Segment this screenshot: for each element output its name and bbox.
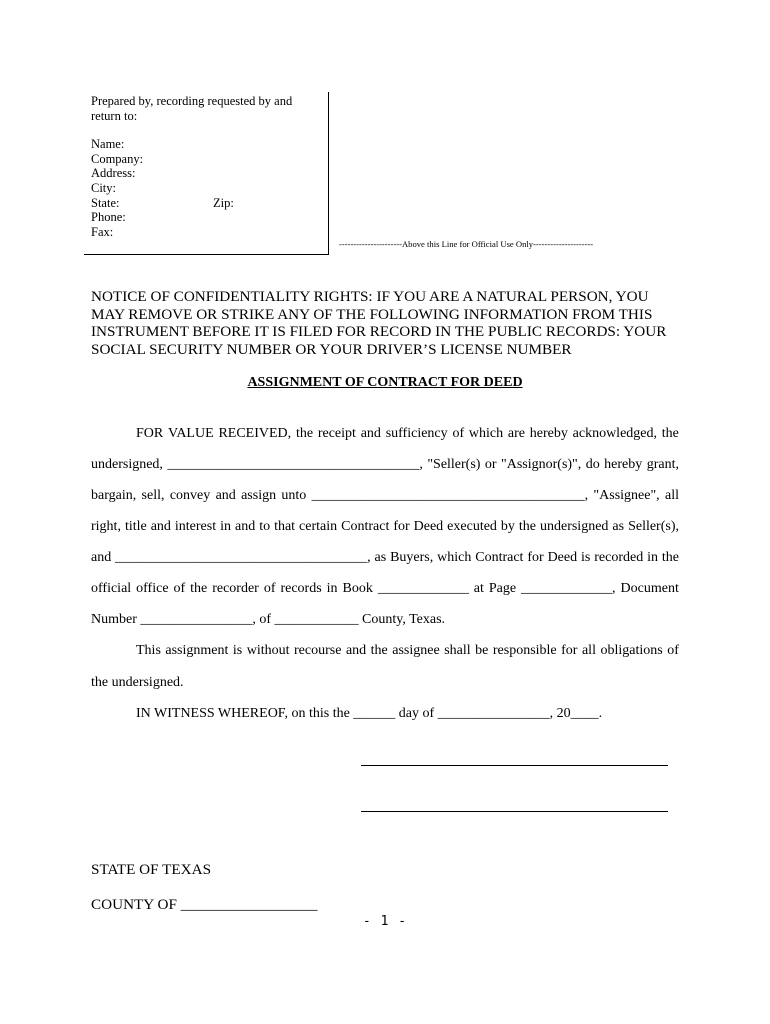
body-word: which xyxy=(437,550,472,565)
body-word: as xyxy=(374,550,387,565)
body-word: interest xyxy=(174,519,217,534)
body-word: by xyxy=(500,519,515,534)
body-word: in xyxy=(326,581,338,596)
body-word: of xyxy=(452,426,465,441)
body-word: that xyxy=(274,519,296,534)
body-word: convey xyxy=(169,488,211,503)
body-word: official xyxy=(91,581,132,596)
body-word: _____________, xyxy=(521,581,616,596)
body-word: receipt xyxy=(317,426,356,441)
body-word: office xyxy=(136,581,169,596)
body-word: shall xyxy=(444,643,471,658)
body-word: or xyxy=(484,457,497,472)
body-word: of xyxy=(263,581,276,596)
page-number: - 1 - xyxy=(362,914,408,929)
body-word: ____________________________________, xyxy=(167,457,423,472)
body-word: Buyers, xyxy=(390,550,434,565)
body-word: Seller(s), xyxy=(628,519,679,534)
signature-line-2[interactable] xyxy=(361,811,668,812)
body-word: hereby xyxy=(604,457,643,472)
body-word: Book xyxy=(342,581,373,596)
body-word: to xyxy=(259,519,271,534)
body-word: certain xyxy=(299,519,338,534)
body-word: for xyxy=(527,550,544,565)
body-word: "Assignor(s)", xyxy=(501,457,582,472)
body-word: acknowledged, xyxy=(572,426,657,441)
body-word: title xyxy=(124,519,147,534)
body-word: of xyxy=(667,643,679,658)
body-word: is xyxy=(232,643,243,658)
body-word: at xyxy=(473,581,484,596)
body-word: assignee xyxy=(392,643,440,658)
phone-label: Phone: xyxy=(91,210,126,225)
body-word: assign xyxy=(241,488,277,503)
body-word: and xyxy=(150,519,171,534)
body-word: Deed xyxy=(547,550,578,565)
body-word: undersigned, xyxy=(91,457,163,472)
body-word: for xyxy=(561,643,578,658)
body-word: sell, xyxy=(141,488,165,503)
body-word: all xyxy=(581,643,596,658)
body-word: be xyxy=(475,643,489,658)
prepared-by-line-1: Prepared by, recording requested by and xyxy=(91,94,293,108)
body-word: Contract xyxy=(341,519,390,534)
body-word: in xyxy=(220,519,231,534)
confidentiality-notice xyxy=(91,288,691,358)
body-word: assignment xyxy=(165,643,229,658)
body-line-3 xyxy=(91,488,679,504)
body-word: Deed xyxy=(413,519,444,534)
name-label: Name: xyxy=(91,137,125,152)
state-zip-line xyxy=(91,196,321,211)
body-word: and xyxy=(234,519,256,534)
body-word: "Seller(s) xyxy=(427,457,481,472)
body-word: Page xyxy=(488,581,517,596)
body-line-1 xyxy=(136,426,679,442)
body-word: the xyxy=(370,643,388,658)
body-word: and xyxy=(91,550,112,565)
body-word: RECEIVED, xyxy=(218,426,292,441)
zip-label: Zip: xyxy=(213,195,234,210)
body-word: executed xyxy=(447,519,497,534)
body-word: records xyxy=(280,581,322,596)
body-word: undersigned xyxy=(539,519,609,534)
body-word: the xyxy=(661,426,679,441)
notice-line: NOTICE OF CONFIDENTIALITY RIGHTS: IF YOU ARE A NATURAL PERSON, YOU xyxy=(91,288,649,305)
body-word: responsible xyxy=(492,643,557,658)
body-line-7: Number ________________, of ____________ County, Texas. xyxy=(91,612,446,627)
recording-info xyxy=(91,94,321,239)
body-word: of xyxy=(173,581,186,596)
body-word: for xyxy=(393,519,410,534)
address-label: Address: xyxy=(91,166,136,181)
fax-label: Fax: xyxy=(91,224,114,239)
body-line-8 xyxy=(136,643,679,659)
body-word: which xyxy=(468,426,504,441)
body-line-4 xyxy=(91,519,679,535)
body-word: and xyxy=(345,643,367,658)
body-word: VALUE xyxy=(168,426,214,441)
body-word: the xyxy=(518,519,536,534)
body-word: hereby xyxy=(529,426,568,441)
notice-line: INSTRUMENT BEFORE IT IS FILED FOR RECORD IN THE PUBLIC RECORDS: YOUR xyxy=(91,323,667,341)
company-label: Company: xyxy=(91,151,144,166)
body-word: This xyxy=(136,643,161,658)
signature-line-1[interactable] xyxy=(361,765,668,766)
body-line-5 xyxy=(91,550,679,566)
body-word: recourse xyxy=(294,643,342,658)
body-line-6 xyxy=(91,581,679,597)
body-word: _______________________________________, xyxy=(311,488,589,503)
body-line-9: the undersigned. xyxy=(91,675,184,690)
body-line-2 xyxy=(91,457,679,473)
body-word: in xyxy=(647,550,658,565)
body-word: do xyxy=(585,457,600,472)
official-use-line: ----------------------Above this Line for Official Use Only--------------------- xyxy=(339,239,594,249)
body-word: grant, xyxy=(646,457,679,472)
body-word: is xyxy=(581,550,591,565)
body-word: and xyxy=(360,426,381,441)
body-word: sufficiency xyxy=(385,426,448,441)
notice-line: MAY REMOVE OR STRIKE ANY OF THE FOLLOWING INFORMATION FROM THIS xyxy=(91,305,653,323)
body-word: the xyxy=(190,581,208,596)
body-word: bargain, xyxy=(91,488,137,503)
body-word: "Assignee", xyxy=(593,488,660,503)
body-word: Document xyxy=(620,581,679,596)
body-word: the xyxy=(295,426,314,441)
body-word: recorded xyxy=(594,550,644,565)
body-word: all xyxy=(665,488,679,503)
prepared-by-line-2: return to: xyxy=(91,108,138,123)
body-word: without xyxy=(246,643,290,658)
notice-line: SOCIAL SECURITY NUMBER OR YOUR DRIVER’S LICENSE NUMBER xyxy=(91,340,572,358)
state-label: State: xyxy=(91,195,120,210)
body-word: obligations xyxy=(600,643,663,658)
body-word: FOR xyxy=(136,426,164,441)
body-word: unto xyxy=(281,488,307,503)
state-of-texas: STATE OF TEXAS xyxy=(91,861,212,878)
body-word: recorder xyxy=(212,581,259,596)
body-word: right, xyxy=(91,519,121,534)
county-of: COUNTY OF __________________ xyxy=(91,896,318,913)
document-title: ASSIGNMENT OF CONTRACT FOR DEED xyxy=(247,375,523,390)
body-word: as xyxy=(612,519,625,534)
body-word: ____________________________________, xyxy=(115,550,371,565)
body-word: and xyxy=(215,488,236,503)
body-word: the xyxy=(661,550,679,565)
body-word: _____________ xyxy=(377,581,469,596)
body-word: Contract xyxy=(475,550,524,565)
witness-line: IN WITNESS WHEREOF, on this the ______ day of ________________, 20____. xyxy=(136,706,603,721)
city-label: City: xyxy=(91,180,117,195)
body-word: are xyxy=(507,426,525,441)
